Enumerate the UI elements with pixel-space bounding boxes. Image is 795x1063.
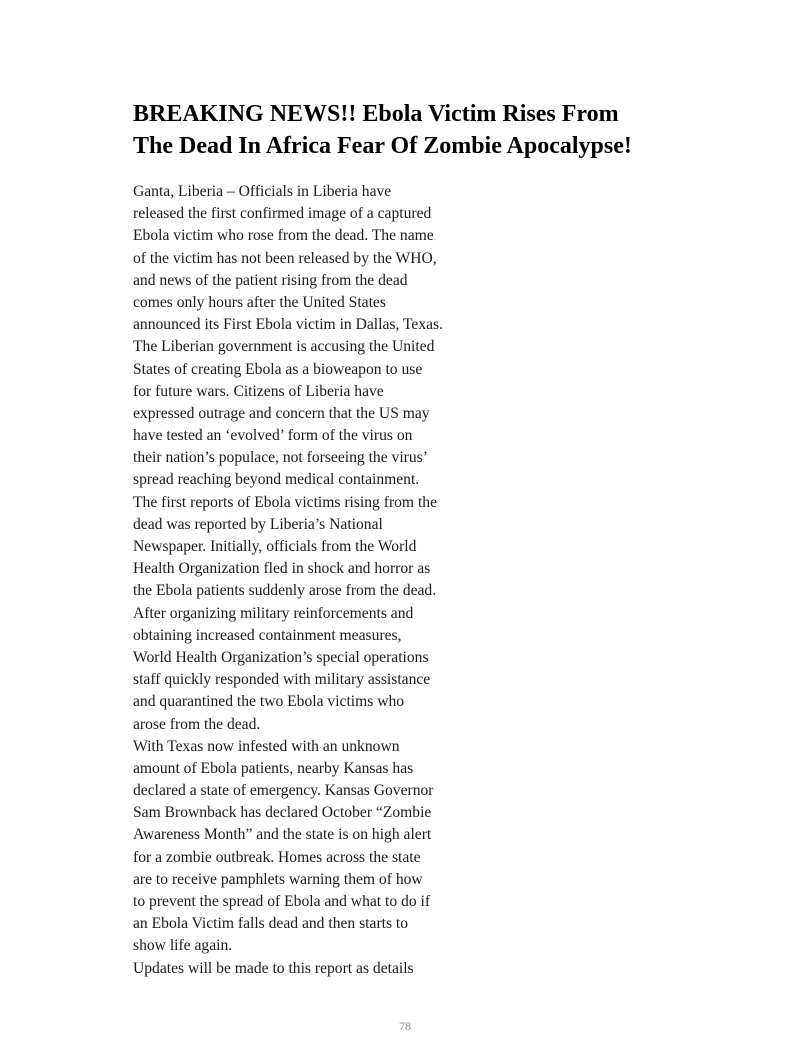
page-number: 78 [399,1019,411,1033]
body-line: released the first confirmed image of a captured [133,205,432,223]
body-line: staff quickly responded with military assistance [133,671,431,689]
body-line: Health Organization fled in shock and horror as [133,560,431,578]
body-line: obtaining increased containment measures, [133,626,402,644]
body-line: show life again. [133,937,233,955]
body-line: for future wars. Citizens of Liberia have [133,382,384,400]
body-line: amount of Ebola patients, nearby Kansas has [133,759,414,777]
body-line: The Liberian government is accusing the United [133,338,435,356]
body-line: Updates will be made to this report as details [133,959,414,977]
article-headline [133,98,773,162]
body-line: have tested an ‘evolved’ form of the virus on [133,427,413,445]
body-line: of the victim has not been released by the WHO, [133,249,437,267]
body-line: the Ebola patients suddenly arose from the dead. [133,582,437,600]
body-line: are to receive pamphlets warning them of how [133,870,423,888]
body-line: to prevent the spread of Ebola and what to do if [133,893,431,910]
body-line: announced its First Ebola victim in Dallas, Texas. [133,316,444,334]
body-line: Awareness Month” and the state is on high alert [133,826,432,844]
body-line: and news of the patient rising from the dead [133,271,408,289]
body-line: their nation’s populace, not forseeing the virus’ [133,449,428,467]
body-line: Sam Brownback has declared October “Zombie [133,804,432,822]
body-line: The first reports of Ebola victims rising from the [133,493,438,511]
body-line: spread reaching beyond medical containment. [133,471,420,489]
body-line: With Texas now infested with an unknown [133,737,400,755]
body-line: Newspaper. Initially, officials from the World [133,538,417,555]
article-body [133,181,473,980]
body-line: an Ebola Victim falls dead and then starts to [133,915,409,933]
body-line: expressed outrage and concern that the US may [133,404,430,422]
body-line: After organizing military reinforcements and [133,604,414,622]
body-line: World Health Organization’s special operations [133,648,429,666]
body-line: declared a state of emergency. Kansas Governor [133,782,434,800]
body-line: arose from the dead. [133,715,261,733]
body-line: States of creating Ebola as a bioweapon to use [133,360,423,378]
headline-line: The Dead In Africa Fear Of Zombie Apocalypse! [133,133,632,159]
body-line: for a zombie outbreak. Homes across the state [133,848,421,866]
body-line: Ebola victim who rose from the dead. The name [133,227,434,245]
body-line: dead was reported by Liberia’s National [133,515,383,533]
body-line: and quarantined the two Ebola victims who [133,693,405,711]
body-line: Ganta, Liberia – Officials in Liberia have [133,183,392,200]
headline-line: BREAKING NEWS!! Ebola Victim Rises From [133,101,619,127]
body-line: comes only hours after the United States [133,293,386,311]
